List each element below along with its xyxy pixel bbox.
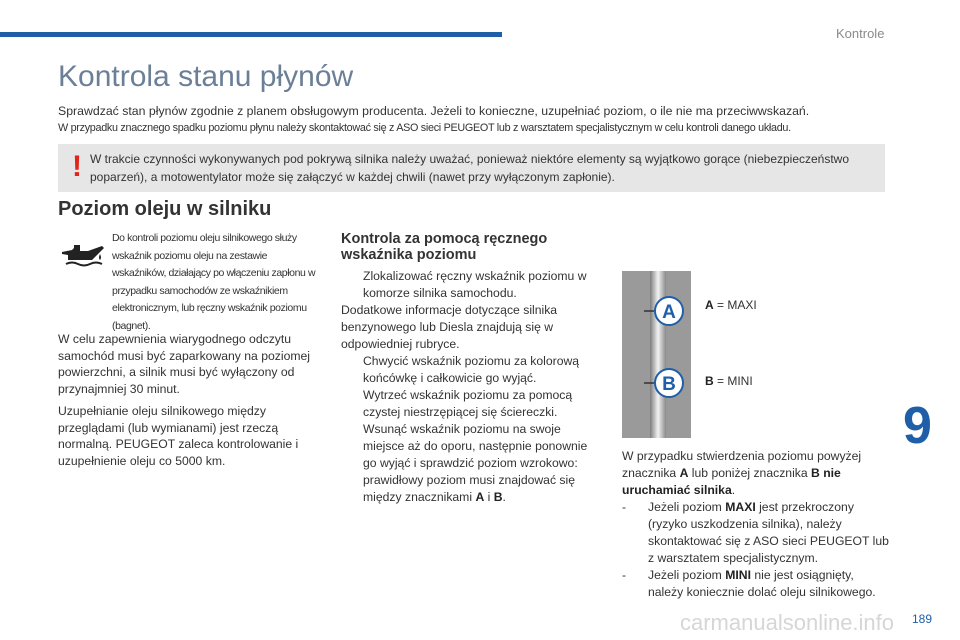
page-number: 189 [912, 612, 933, 626]
list-item [341, 387, 596, 421]
warning-text: W trakcie czynności wykonywanych pod pokrywą silnika należy uważać, ponieważ niektóre elementy są wyjątkowo gorące (niebezpieczeństwo poparzeń), a motowentylator może się załączyć w każdej chwili (nawet przy wyłączonym zapłonie). [90, 152, 850, 184]
dipstick-graphic [622, 271, 691, 438]
list-item: - Jeżeli poziom MAXI jest przekroczony (ryzyko uszkodzenia silnika), należy skontaktować się z ASO sieci PEUGEOT lub z warsztatem specjalistycznym. [622, 500, 889, 565]
step-text: Wytrzeć wskaźnik poziomu za pomocą czystej niestrzępiącej się ściereczki. [363, 388, 573, 419]
intro-line-1: Sprawdzać stan płynów zgodnie z planem obsługowym producenta. Jeżeli to konieczne, uzupełniać poziom, o ile nie ma przeciwwskazań. [58, 104, 810, 118]
oil-indicator-note: Do kontroli poziomu oleju silnikowego służy wskaźnik poziomu oleju na zestawie wskaźników, działający po włączeniu zapłonu w przypadku samochodów ze wskaźnikiem elektronicznym, lub ręczny wskaźnik poziomu (bagnet). [112, 232, 316, 332]
oil-can-icon [58, 240, 106, 270]
mini-legend: B = MINI [705, 374, 753, 388]
chapter-number: 9 [903, 397, 932, 455]
manual-steps [341, 268, 596, 506]
intro-line-2: W przypadku znacznego spadku poziomu płynu należy skontaktować się z ASO sieci PEUGEOT lub z warsztatem specjalistycznym w celu kontroli danego układu. [58, 122, 791, 134]
page-title: Kontrola stanu płynów [58, 60, 354, 93]
list-item: - Jeżeli poziom MINI nie jest osiągnięty, należy koniecznie dolać oleju silnikowego. [622, 568, 876, 599]
dipstick-illustration [622, 271, 691, 438]
step-text: Zlokalizować ręczny wskaźnik poziomu w komorze silnika samochodu. [363, 269, 587, 300]
watermark: carmanualsonline.info [680, 610, 895, 635]
oil-level-heading: Poziom oleju w silniku [58, 198, 272, 220]
level-warning-section [622, 448, 892, 601]
header-accent-bar [0, 32, 502, 37]
bullet-icon [341, 268, 363, 302]
step-text: Wsunąć wskaźnik poziomu na swoje miejsce aż do oporu, następnie ponownie go wyjąć i sprawdzić poziom wzrokowo: prawidłowy poziom musi znajdować się między znacznikami A i B. [363, 422, 588, 504]
dash-marker: - [622, 568, 627, 582]
dash-marker: - [622, 500, 627, 514]
list-item [341, 268, 596, 302]
bullet-icon [341, 353, 363, 387]
step-text: Chwycić wskaźnik poziomu za kolorową końcówkę i całkowicie go wyjąć. [363, 354, 580, 385]
bullet-icon [341, 421, 363, 506]
dipstick-rod [650, 271, 666, 438]
marker-a-label: A [662, 302, 676, 323]
parking-instructions: W celu zapewnienia wiarygodnego odczytu samochód musi być zaparkowany na poziomej powierzchni, a silnik musi być wyłączony od przynajmniej 30 minut. [58, 332, 310, 396]
marker-b-label: B [662, 374, 676, 395]
list-item [341, 421, 596, 506]
engine-info-note: Dodatkowe informacje dotyczące silnika benzynowego lub Diesla znajdują się w odpowiedniej rubryce. [341, 303, 558, 351]
warning-box [58, 144, 885, 192]
section-label: Kontrole [836, 26, 885, 41]
bullet-icon [341, 387, 363, 421]
manual-check-heading: Kontrola za pomocą ręcznego wskaźnika poziomu [341, 231, 548, 263]
maxi-legend: A = MAXI [705, 298, 757, 312]
level-warning-paragraph: W przypadku stwierdzenia poziomu powyżej znacznika A lub poniżej znacznika B nie uruchamiać silnika. [622, 449, 862, 497]
warning-icon: ! [72, 150, 82, 183]
topup-instructions: Uzupełnianie oleju silnikowego między przeglądami (lub wymianami) jest rzeczą normalną. PEUGEOT zaleca kontrolowanie i uzupełnienie oleju co 5000 km. [58, 404, 299, 468]
list-item [341, 353, 596, 387]
